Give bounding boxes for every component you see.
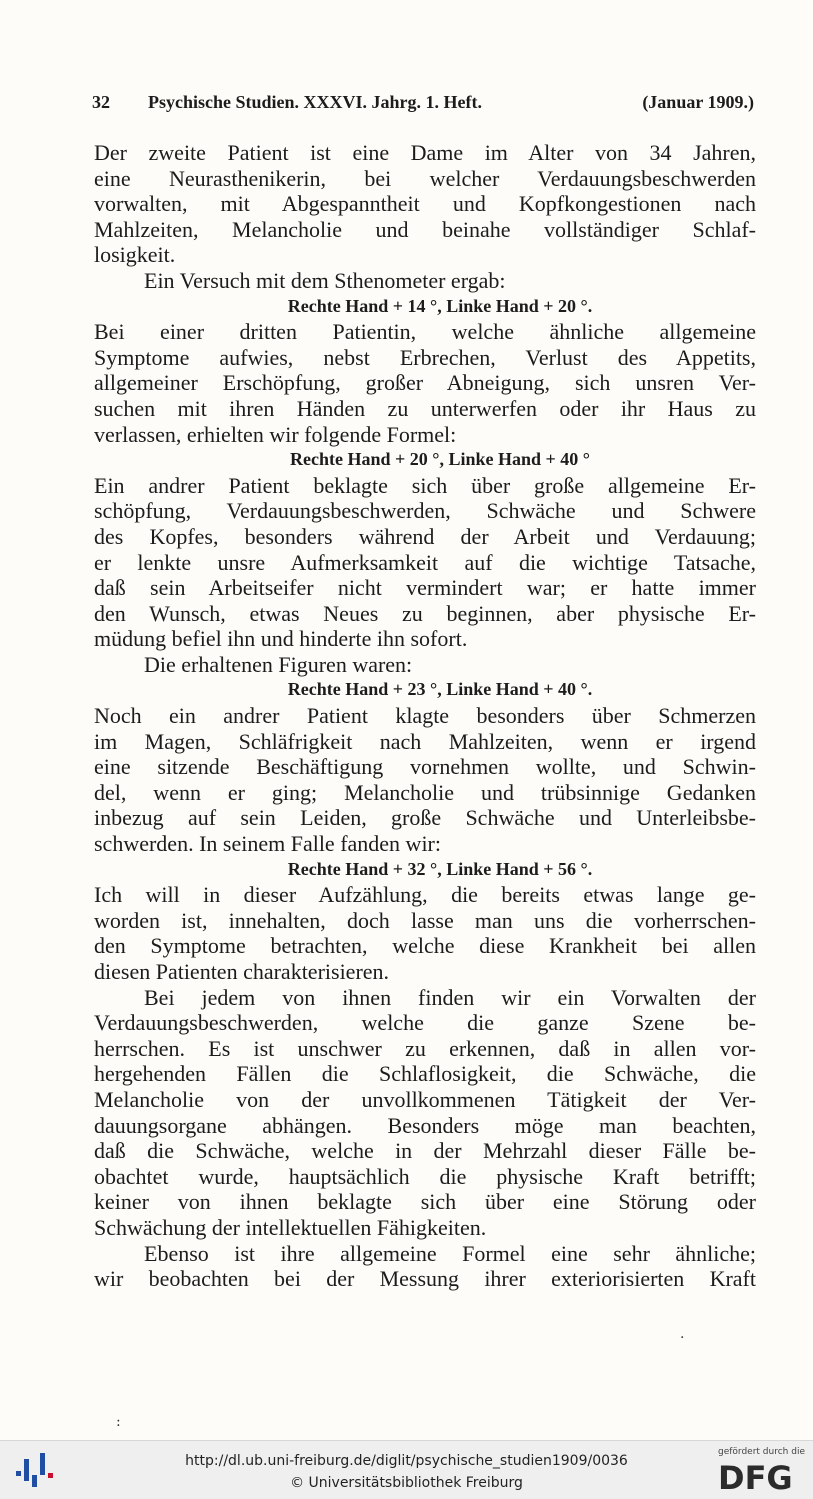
text-line: den Symptome betrachten, welche diese Krankheit bei allen bbox=[94, 933, 756, 959]
issue-date: (Januar 1909.) bbox=[642, 92, 754, 112]
text-line: vorwalten, mit Abgespanntheit und Kopfkongestionen nach bbox=[94, 191, 756, 217]
measurement-formula: Rechte Hand + 20 °, Linke Hand + 40 ° bbox=[290, 449, 590, 470]
text-line: del, wenn er ging; Melancholie und trübsinnige Gedanken bbox=[94, 779, 756, 805]
text-line: Ein andrer Patient beklagte sich über große allgemeine Er- bbox=[94, 472, 756, 498]
dfg-wordmark: DFG bbox=[718, 1459, 793, 1493]
text-line: müdung befiel ihn und hinderte ihn sofort. bbox=[94, 626, 468, 652]
dfg-wordmark-icon bbox=[716, 1459, 806, 1493]
text-line: keiner von ihnen beklagte sich über eine Störung oder bbox=[94, 1189, 756, 1215]
text-line: Ein Versuch mit dem Sthenometer ergab: bbox=[144, 267, 506, 293]
text-line: daß sein Arbeitseifer nicht vermindert war; er hatte immer bbox=[94, 575, 756, 601]
text-line: losigkeit. bbox=[94, 242, 176, 268]
scan-speck: : bbox=[116, 1414, 121, 1430]
text-line: Melancholie von der unvollkommenen Tätigkeit der Ver- bbox=[94, 1086, 756, 1112]
page-number: 32 bbox=[92, 92, 110, 112]
text-line: des Kopfes, besonders während der Arbeit und Verdauung; bbox=[94, 523, 756, 549]
text-line: schöpfung, Verdauungsbeschwerden, Schwäche und Schwere bbox=[94, 498, 756, 524]
copyright-notice: © Universitätsbibliothek Freiburg bbox=[290, 1475, 523, 1491]
text-line: Mahlzeiten, Melancholie und beinahe vollständiger Schlaf- bbox=[94, 216, 756, 242]
text-line: Symptome aufwies, nebst Erbrechen, Verlust des Appetits, bbox=[94, 344, 756, 370]
text-line: hergehenden Fällen die Schlaflosigkeit, die Schwäche, die bbox=[94, 1061, 756, 1087]
text-line: Verdauungsbeschwerden, welche die ganze Szene be- bbox=[94, 1010, 756, 1036]
text-line: diesen Patienten charakterisieren. bbox=[94, 959, 390, 984]
dfg-tagline: gefördert durch die bbox=[718, 1447, 805, 1457]
dfg-logo bbox=[716, 1447, 806, 1495]
text-line: obachtet wurde, hauptsächlich die physische Kraft betrifft; bbox=[94, 1163, 756, 1189]
text-line: Noch ein andrer Patient klagte besonders über Schmerzen bbox=[94, 703, 756, 729]
text-line: Ebenso ist ihre allgemeine Formel eine sehr ähnliche; bbox=[144, 1240, 756, 1266]
text-line: wir beobachten bei der Messung ihrer exteriorisierten Kraft bbox=[94, 1266, 756, 1292]
journal-title: Psychische Studien. XXXVI. Jahrg. 1. Heft. bbox=[148, 92, 483, 112]
text-line: Schwächung der intellektuellen Fähigkeiten. bbox=[94, 1214, 487, 1240]
text-line: im Magen, Schläfrigkeit nach Mahlzeiten, wenn er irgend bbox=[94, 728, 756, 754]
text-line: Bei einer dritten Patientin, welche ähnliche allgemeine bbox=[94, 319, 756, 345]
text-line: er lenkte unsre Aufmerksamkeit auf die wichtige Tatsache, bbox=[94, 549, 756, 575]
text-line: worden ist, innehalten, doch lasse man uns die vorherrschen- bbox=[94, 907, 756, 933]
scan-speck: · bbox=[680, 1330, 685, 1346]
text-line: Bei jedem von ihnen finden wir ein Vorwalten der bbox=[144, 984, 756, 1010]
viewer-footer bbox=[0, 1440, 813, 1499]
text-line: Ich will in dieser Aufzählung, die bereits etwas lange ge- bbox=[94, 882, 756, 908]
text-line: eine Neurasthenikerin, bei welcher Verdauungsbeschwerden bbox=[94, 165, 756, 191]
text-line: Der zweite Patient ist eine Dame im Alter von 34 Jahren, bbox=[94, 140, 756, 165]
text-line: dauungsorgane abhängen. Besonders möge man beachten, bbox=[94, 1112, 756, 1138]
measurement-formula: Rechte Hand + 32 °, Linke Hand + 56 °. bbox=[287, 858, 593, 879]
text-line: Die erhaltenen Figuren waren: bbox=[144, 651, 413, 677]
text-line: den Wunsch, etwas Neues zu beginnen, aber physische Er- bbox=[94, 600, 756, 626]
text-line: eine sitzende Beschäftigung vornehmen wollte, und Schwin- bbox=[94, 754, 756, 780]
text-line: suchen mit ihren Händen zu unterwerfen oder ihr Haus zu bbox=[94, 395, 756, 421]
text-line: verlassen, erhielten wir folgende Formel: bbox=[94, 421, 457, 447]
body-text bbox=[94, 140, 756, 1292]
permalink-url[interactable]: http://dl.ub.uni-freiburg.de/diglit/psychische_studien1909/0036 bbox=[185, 1453, 628, 1469]
text-line: inbezug auf sein Leiden, große Schwäche und Unterleibsbe- bbox=[94, 805, 756, 831]
text-line: daß die Schwäche, welche in der Mehrzahl dieser Fälle be- bbox=[94, 1138, 756, 1164]
text-line: herrschen. Es ist unschwer zu erkennen, daß in allen vor- bbox=[94, 1035, 756, 1061]
measurement-formula: Rechte Hand + 14 °, Linke Hand + 20 °. bbox=[287, 295, 593, 316]
text-line: schwerden. In seinem Falle fanden wir: bbox=[94, 831, 441, 857]
running-header bbox=[92, 92, 754, 122]
text-line: allgemeiner Erschöpfung, großer Abneigung, sich unsren Ver- bbox=[94, 370, 756, 396]
measurement-formula: Rechte Hand + 23 °, Linke Hand + 40 °. bbox=[287, 679, 593, 700]
